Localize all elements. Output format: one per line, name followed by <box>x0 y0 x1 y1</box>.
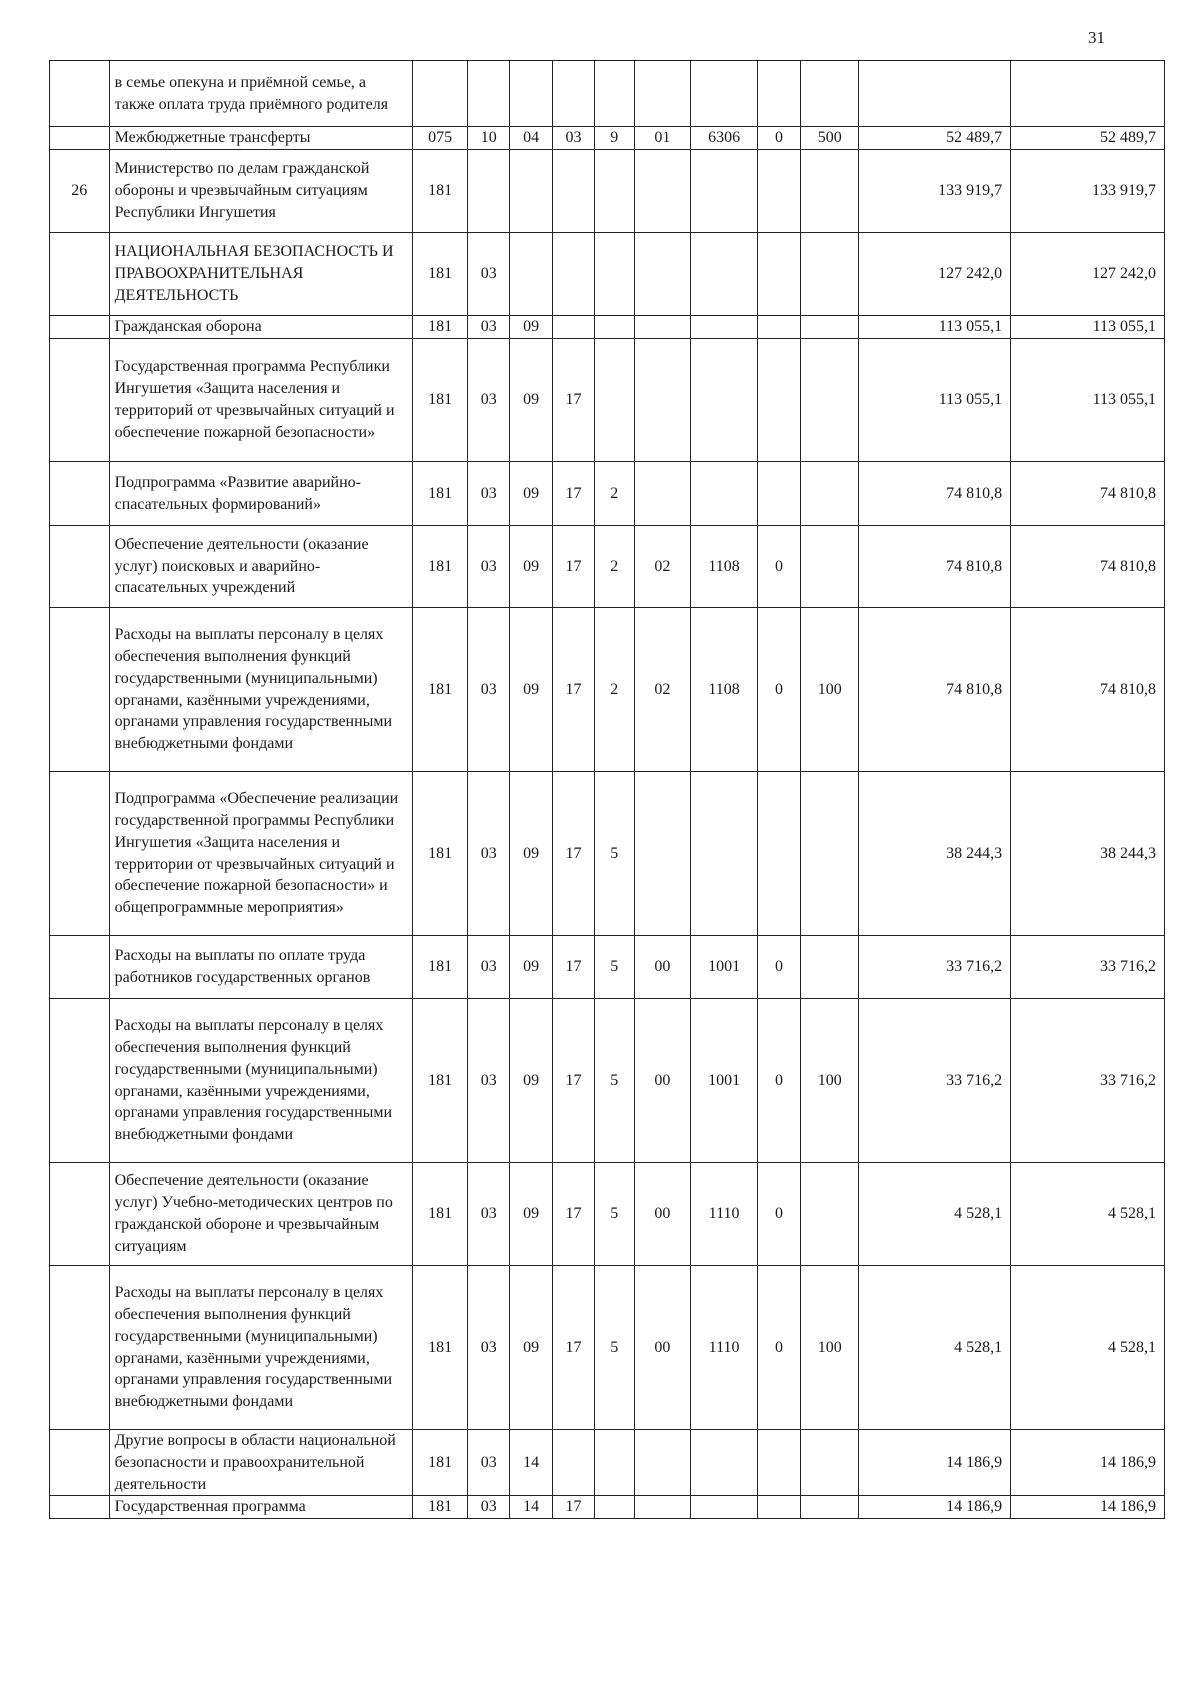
row-number <box>50 1266 110 1430</box>
code-direction: 1001 <box>691 999 758 1163</box>
code-subsection: 14 <box>510 1496 553 1519</box>
row-name: Министерство по делам гражданской обороны и чрезвычайным ситуациям Республики Ингушетия <box>109 150 412 233</box>
code-direction <box>691 1430 758 1496</box>
code-ministry: 181 <box>412 1266 467 1430</box>
code-program: 17 <box>553 1496 595 1519</box>
amount-2: 33 716,2 <box>1011 936 1165 999</box>
code-program: 17 <box>553 608 595 772</box>
row-name: Расходы на выплаты персоналу в целях обеспечения выполнения функций государственными (муниципальными) органами, казёнными учреждениями, органами управления государственными внебюджетными фондами <box>109 999 412 1163</box>
code-direction <box>691 233 758 316</box>
code-subprogram: 2 <box>594 608 634 772</box>
code-extra <box>758 233 801 316</box>
code-extra <box>758 61 801 127</box>
code-expense-type <box>800 526 859 608</box>
row-number <box>50 61 110 127</box>
row-name: Гражданская оборона <box>109 316 412 339</box>
table-row <box>50 1266 1165 1430</box>
code-section <box>468 61 510 127</box>
table-row <box>50 316 1165 339</box>
code-expense-type <box>800 316 859 339</box>
row-name: Другие вопросы в области национальной безопасности и правоохранительной деятельности <box>109 1430 412 1496</box>
code-subprogram: 2 <box>594 526 634 608</box>
code-extra <box>758 772 801 936</box>
code-subprogram: 5 <box>594 936 634 999</box>
code-ministry: 075 <box>412 127 467 150</box>
code-subprogram <box>594 1430 634 1496</box>
code-event: 00 <box>634 1266 690 1430</box>
row-number <box>50 936 110 999</box>
code-expense-type <box>800 1496 859 1519</box>
amount-1: 74 810,8 <box>859 526 1011 608</box>
table-row <box>50 339 1165 462</box>
amount-2: 74 810,8 <box>1011 462 1165 526</box>
code-direction <box>691 772 758 936</box>
amount-1: 52 489,7 <box>859 127 1011 150</box>
amount-2: 14 186,9 <box>1011 1430 1165 1496</box>
code-subsection <box>510 150 553 233</box>
code-direction <box>691 150 758 233</box>
row-name: Подпрограмма «Развитие аварийно-спасательных формирований» <box>109 462 412 526</box>
code-program: 17 <box>553 772 595 936</box>
code-expense-type <box>800 936 859 999</box>
row-number <box>50 316 110 339</box>
code-extra: 0 <box>758 608 801 772</box>
row-number <box>50 608 110 772</box>
code-direction: 1001 <box>691 936 758 999</box>
code-program <box>553 150 595 233</box>
code-ministry: 181 <box>412 936 467 999</box>
page-number: 31 <box>1088 28 1105 47</box>
row-number <box>50 462 110 526</box>
code-ministry: 181 <box>412 339 467 462</box>
code-ministry: 181 <box>412 316 467 339</box>
code-program <box>553 316 595 339</box>
table-row <box>50 608 1165 772</box>
code-subprogram <box>594 316 634 339</box>
code-expense-type <box>800 1430 859 1496</box>
table-row <box>50 61 1165 127</box>
code-subprogram: 5 <box>594 772 634 936</box>
code-subprogram: 9 <box>594 127 634 150</box>
table-row <box>50 127 1165 150</box>
amount-2: 113 055,1 <box>1011 339 1165 462</box>
code-subsection <box>510 61 553 127</box>
code-program: 17 <box>553 462 595 526</box>
code-section: 03 <box>468 772 510 936</box>
code-event <box>634 339 690 462</box>
code-ministry: 181 <box>412 999 467 1163</box>
table-row <box>50 462 1165 526</box>
row-number <box>50 1163 110 1266</box>
code-extra: 0 <box>758 127 801 150</box>
code-ministry: 181 <box>412 233 467 316</box>
row-name: Государственная программа Республики Ингушетия «Защита населения и территорий от чрезвычайных ситуаций и обеспечение пожарной безопасности» <box>109 339 412 462</box>
code-event: 01 <box>634 127 690 150</box>
table-row <box>50 1496 1165 1519</box>
code-subprogram: 5 <box>594 1266 634 1430</box>
code-section: 03 <box>468 999 510 1163</box>
table-row <box>50 150 1165 233</box>
budget-table <box>49 60 1165 1519</box>
code-event <box>634 1496 690 1519</box>
amount-1: 14 186,9 <box>859 1430 1011 1496</box>
row-number: 26 <box>50 150 110 233</box>
amount-1: 33 716,2 <box>859 999 1011 1163</box>
code-subsection: 09 <box>510 608 553 772</box>
code-subprogram <box>594 233 634 316</box>
code-subsection: 14 <box>510 1430 553 1496</box>
code-program: 17 <box>553 999 595 1163</box>
code-extra: 0 <box>758 1266 801 1430</box>
amount-1: 133 919,7 <box>859 150 1011 233</box>
code-subsection: 09 <box>510 316 553 339</box>
code-ministry: 181 <box>412 608 467 772</box>
row-name: Расходы на выплаты персоналу в целях обеспечения выполнения функций государственными (муниципальными) органами, казёнными учреждениями, органами управления государственными внебюджетными фондами <box>109 608 412 772</box>
amount-1: 33 716,2 <box>859 936 1011 999</box>
code-section <box>468 150 510 233</box>
code-extra <box>758 1430 801 1496</box>
row-name: Подпрограмма «Обеспечение реализации государственной программы Республики Ингушетия «Защита населения и территории от чрезвычайных ситуаций и обеспечение пожарной безопасности» и общепрограммные мероприятия» <box>109 772 412 936</box>
code-program <box>553 233 595 316</box>
row-name: Расходы на выплаты персоналу в целях обеспечения выполнения функций государственными (муниципальными) органами, казёнными учреждениями, органами управления государственными внебюджетными фондами <box>109 1266 412 1430</box>
code-expense-type <box>800 1163 859 1266</box>
table-row <box>50 999 1165 1163</box>
code-expense-type <box>800 233 859 316</box>
code-expense-type: 500 <box>800 127 859 150</box>
code-subprogram <box>594 339 634 462</box>
row-number <box>50 339 110 462</box>
amount-2: 127 242,0 <box>1011 233 1165 316</box>
code-expense-type <box>800 150 859 233</box>
amount-2: 133 919,7 <box>1011 150 1165 233</box>
code-event: 00 <box>634 1163 690 1266</box>
code-event <box>634 150 690 233</box>
code-program <box>553 61 595 127</box>
code-direction: 1110 <box>691 1163 758 1266</box>
code-subprogram: 5 <box>594 999 634 1163</box>
amount-2: 4 528,1 <box>1011 1266 1165 1430</box>
amount-1: 14 186,9 <box>859 1496 1011 1519</box>
code-expense-type: 100 <box>800 608 859 772</box>
code-extra <box>758 150 801 233</box>
amount-2 <box>1011 61 1165 127</box>
code-program: 17 <box>553 1163 595 1266</box>
code-program: 17 <box>553 1266 595 1430</box>
code-ministry: 181 <box>412 772 467 936</box>
code-extra: 0 <box>758 999 801 1163</box>
code-ministry: 181 <box>412 526 467 608</box>
code-subsection: 09 <box>510 526 553 608</box>
row-name: Государственная программа <box>109 1496 412 1519</box>
code-program <box>553 1430 595 1496</box>
code-extra: 0 <box>758 936 801 999</box>
table-row <box>50 526 1165 608</box>
code-event <box>634 316 690 339</box>
code-ministry: 181 <box>412 1163 467 1266</box>
amount-1: 113 055,1 <box>859 339 1011 462</box>
code-section: 03 <box>468 233 510 316</box>
amount-1: 127 242,0 <box>859 233 1011 316</box>
code-program: 17 <box>553 526 595 608</box>
code-expense-type: 100 <box>800 999 859 1163</box>
code-section: 03 <box>468 316 510 339</box>
code-extra: 0 <box>758 526 801 608</box>
code-direction: 1108 <box>691 608 758 772</box>
code-event <box>634 1430 690 1496</box>
code-ministry: 181 <box>412 150 467 233</box>
code-subsection <box>510 233 553 316</box>
code-section: 03 <box>468 1430 510 1496</box>
code-event <box>634 61 690 127</box>
code-program: 03 <box>553 127 595 150</box>
amount-1: 4 528,1 <box>859 1266 1011 1430</box>
row-name: в семье опекуна и приёмной семье, а также оплата труда приёмного родителя <box>109 61 412 127</box>
amount-1: 113 055,1 <box>859 316 1011 339</box>
code-direction <box>691 1496 758 1519</box>
code-ministry <box>412 61 467 127</box>
amount-2: 4 528,1 <box>1011 1163 1165 1266</box>
amount-2: 14 186,9 <box>1011 1496 1165 1519</box>
code-section: 03 <box>468 1266 510 1430</box>
code-subsection: 09 <box>510 462 553 526</box>
code-subsection: 09 <box>510 999 553 1163</box>
code-section: 03 <box>468 462 510 526</box>
amount-1: 38 244,3 <box>859 772 1011 936</box>
code-expense-type <box>800 462 859 526</box>
code-expense-type <box>800 61 859 127</box>
code-event <box>634 233 690 316</box>
row-name: Расходы на выплаты по оплате труда работников государственных органов <box>109 936 412 999</box>
table-row <box>50 1430 1165 1496</box>
amount-2: 113 055,1 <box>1011 316 1165 339</box>
code-ministry: 181 <box>412 462 467 526</box>
code-section: 03 <box>468 1163 510 1266</box>
row-number <box>50 233 110 316</box>
code-event: 00 <box>634 936 690 999</box>
code-event <box>634 462 690 526</box>
code-expense-type: 100 <box>800 1266 859 1430</box>
code-subsection: 09 <box>510 1163 553 1266</box>
amount-1 <box>859 61 1011 127</box>
code-event: 00 <box>634 999 690 1163</box>
code-subsection: 09 <box>510 1266 553 1430</box>
code-ministry: 181 <box>412 1496 467 1519</box>
table-row <box>50 772 1165 936</box>
amount-1: 74 810,8 <box>859 608 1011 772</box>
code-direction: 6306 <box>691 127 758 150</box>
code-program: 17 <box>553 936 595 999</box>
code-direction <box>691 61 758 127</box>
code-expense-type <box>800 339 859 462</box>
amount-2: 33 716,2 <box>1011 999 1165 1163</box>
code-direction <box>691 339 758 462</box>
code-expense-type <box>800 772 859 936</box>
code-subprogram: 5 <box>594 1163 634 1266</box>
code-subsection: 09 <box>510 936 553 999</box>
table-row <box>50 1163 1165 1266</box>
table-row <box>50 936 1165 999</box>
code-section: 03 <box>468 936 510 999</box>
amount-1: 74 810,8 <box>859 462 1011 526</box>
row-name: Обеспечение деятельности (оказание услуг) поисковых и аварийно-спасательных учреждений <box>109 526 412 608</box>
code-subsection: 04 <box>510 127 553 150</box>
table-row <box>50 233 1165 316</box>
amount-2: 74 810,8 <box>1011 608 1165 772</box>
row-number <box>50 1496 110 1519</box>
code-extra <box>758 462 801 526</box>
code-direction <box>691 316 758 339</box>
amount-2: 52 489,7 <box>1011 127 1165 150</box>
code-direction: 1108 <box>691 526 758 608</box>
code-subprogram: 2 <box>594 462 634 526</box>
code-subsection: 09 <box>510 339 553 462</box>
code-section: 03 <box>468 1496 510 1519</box>
code-section: 03 <box>468 608 510 772</box>
code-event <box>634 772 690 936</box>
code-direction: 1110 <box>691 1266 758 1430</box>
row-name: НАЦИОНАЛЬНАЯ БЕЗОПАСНОСТЬ И ПРАВООХРАНИТЕЛЬНАЯ ДЕЯТЕЛЬНОСТЬ <box>109 233 412 316</box>
code-section: 10 <box>468 127 510 150</box>
amount-2: 74 810,8 <box>1011 526 1165 608</box>
code-subprogram <box>594 150 634 233</box>
row-name: Межбюджетные трансферты <box>109 127 412 150</box>
code-event: 02 <box>634 608 690 772</box>
code-event: 02 <box>634 526 690 608</box>
code-subprogram <box>594 61 634 127</box>
row-number <box>50 772 110 936</box>
code-extra <box>758 1496 801 1519</box>
row-number <box>50 526 110 608</box>
amount-1: 4 528,1 <box>859 1163 1011 1266</box>
row-number <box>50 127 110 150</box>
code-direction <box>691 462 758 526</box>
code-section: 03 <box>468 526 510 608</box>
row-number <box>50 1430 110 1496</box>
code-extra <box>758 316 801 339</box>
code-ministry: 181 <box>412 1430 467 1496</box>
code-section: 03 <box>468 339 510 462</box>
row-name: Обеспечение деятельности (оказание услуг) Учебно-методических центров по гражданской обороне и чрезвычайным ситуациям <box>109 1163 412 1266</box>
code-subsection: 09 <box>510 772 553 936</box>
amount-2: 38 244,3 <box>1011 772 1165 936</box>
code-extra <box>758 339 801 462</box>
code-extra: 0 <box>758 1163 801 1266</box>
code-subprogram <box>594 1496 634 1519</box>
row-number <box>50 999 110 1163</box>
code-program: 17 <box>553 339 595 462</box>
